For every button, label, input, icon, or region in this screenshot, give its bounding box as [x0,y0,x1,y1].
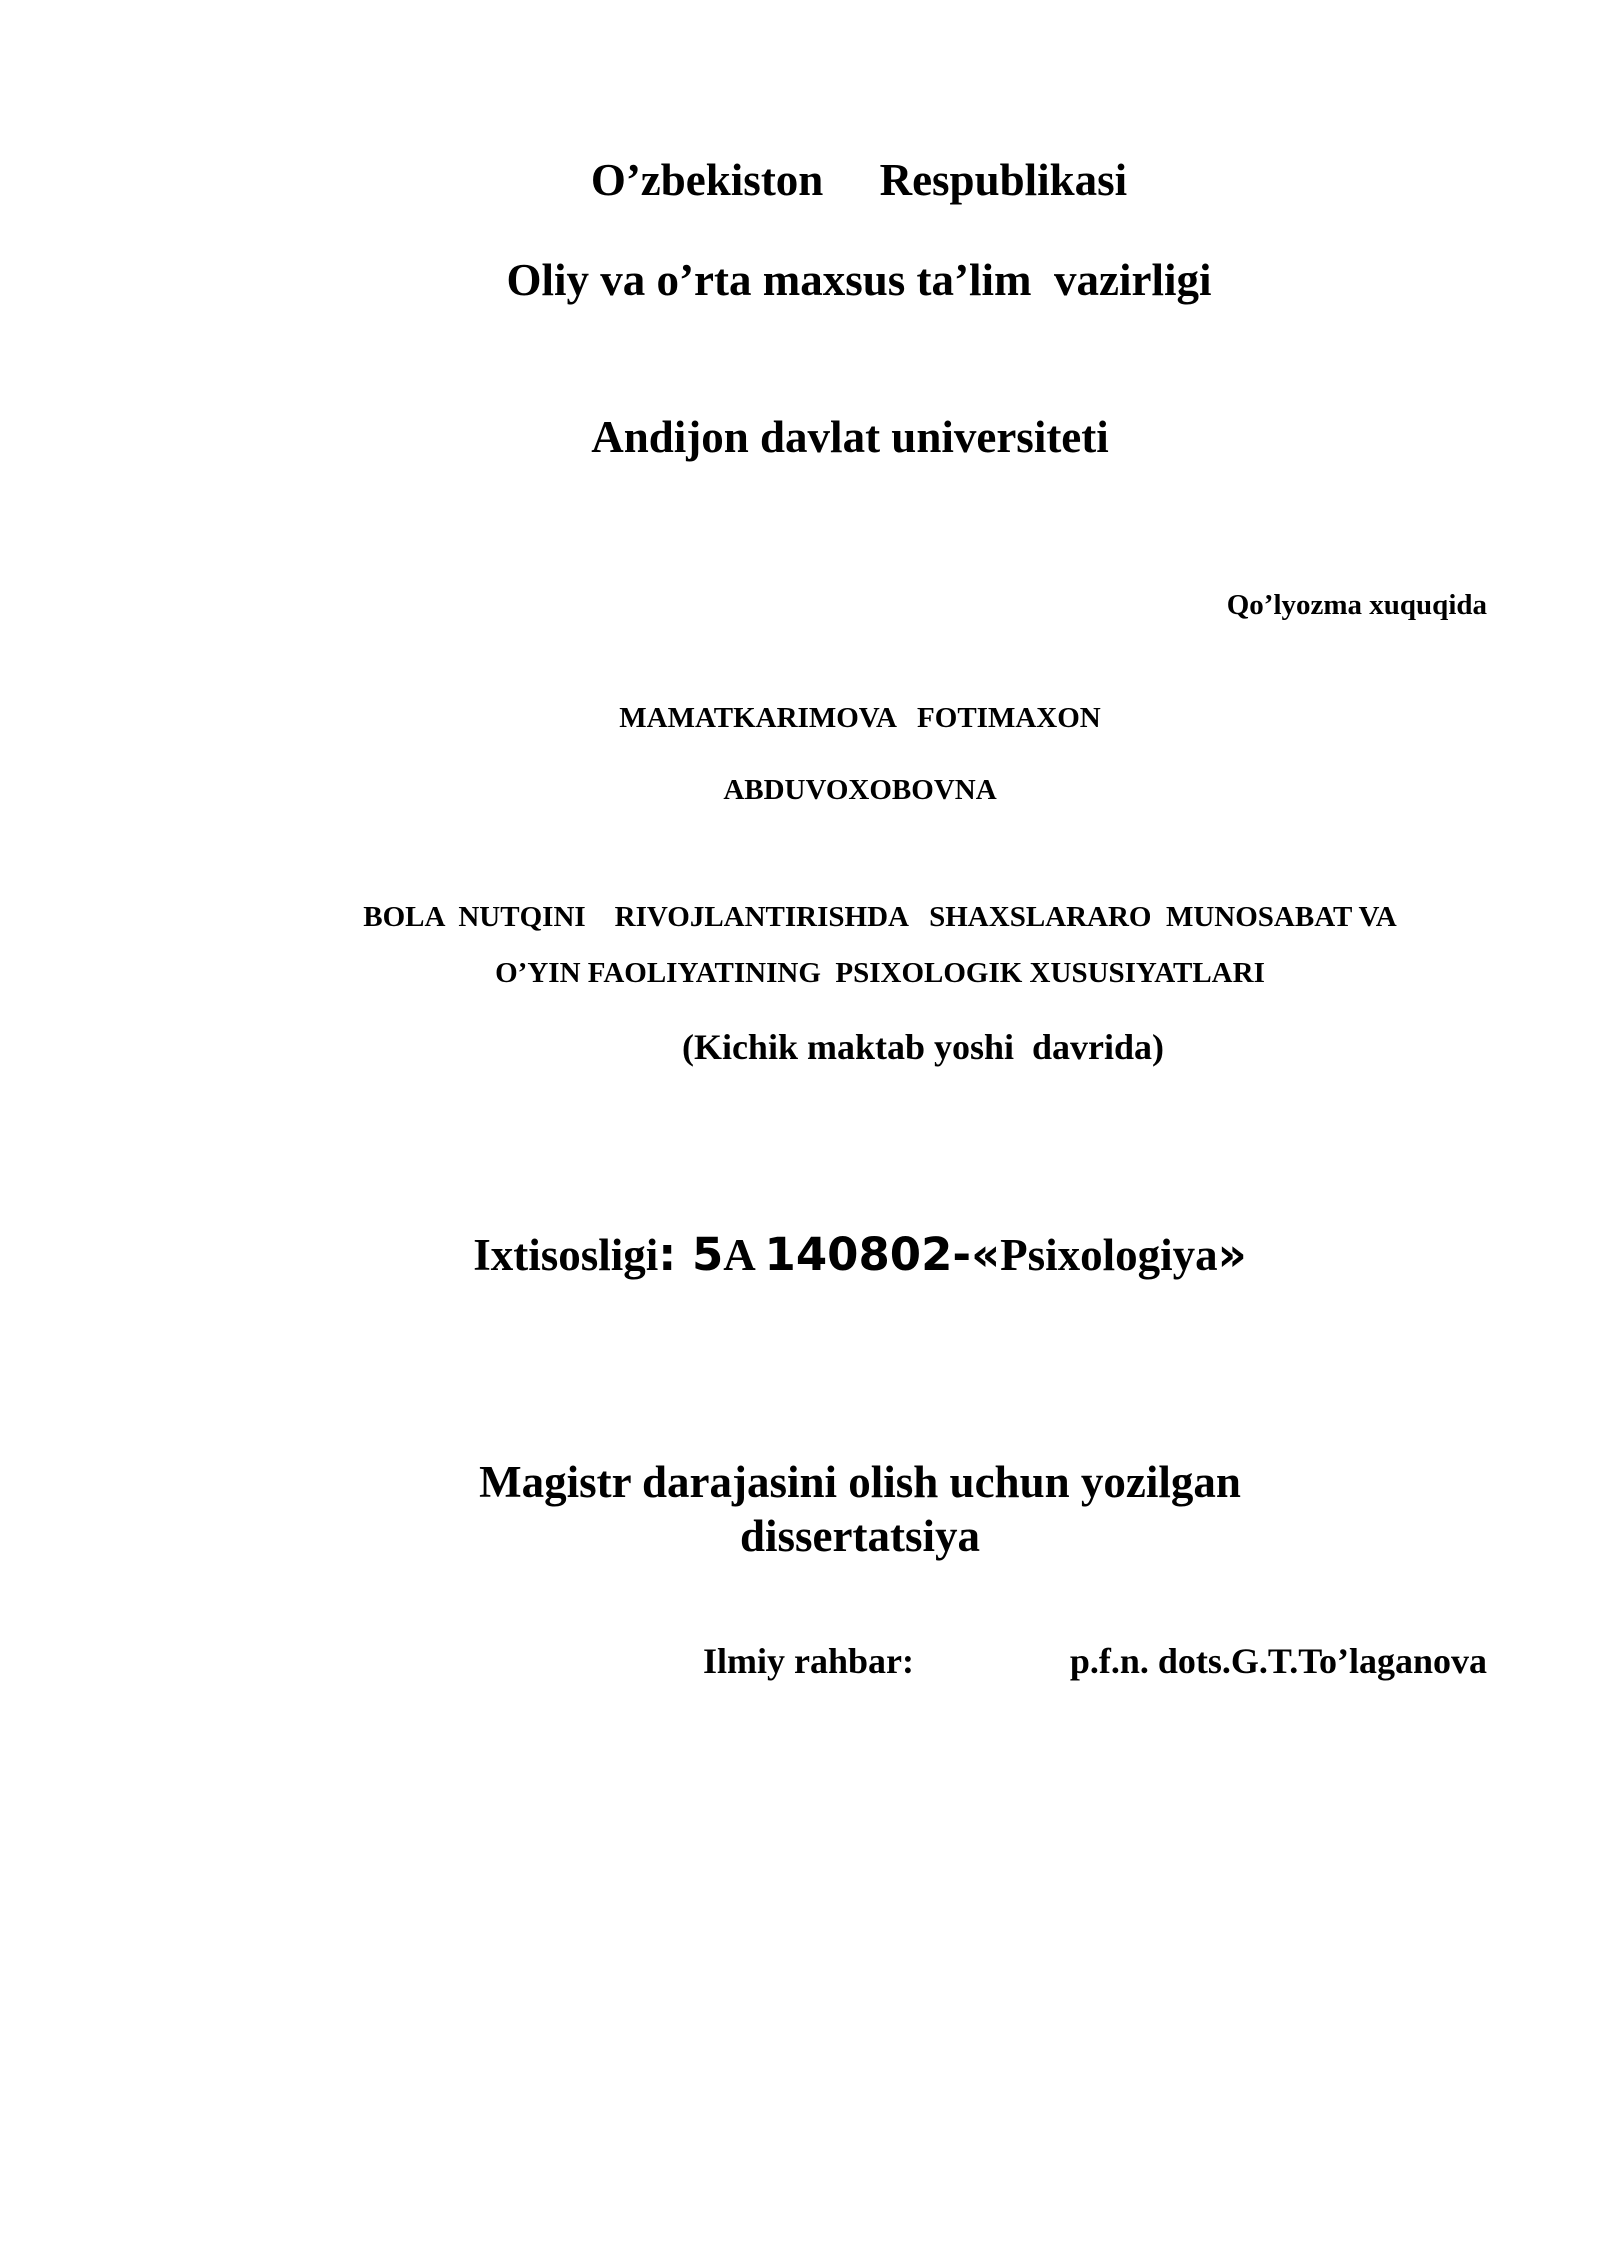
supervisor-name: p.f.n. dots.G.T.To’laganova [1069,1641,1487,1681]
thesis-title-line-2: O’YIN FAOLIYATINING PSIXOLOGIK XUSUSIYATLARI [495,957,1265,989]
degree-line-2: dissertatsiya [740,1511,980,1561]
specialty-name: Psixologiya [1000,1230,1218,1280]
supervisor-label: Ilmiy rahbar: [703,1641,914,1681]
university-heading: Andijon davlat universiteti [591,412,1109,462]
specialty-close-quote: » [1217,1228,1247,1281]
specialty-colon: : [658,1228,692,1281]
specialty-label: Ixtisosligi [473,1230,659,1280]
specialty-code-5: 5 [691,1228,724,1281]
author-name-line-2: ABDUVOXOBOVNA [723,774,997,806]
thesis-title-line-1: BOLA NUTQINI RIVOJLANTIRISHDA SHAXSLARARO MUNOSABAT VA [363,901,1397,933]
country-heading: O’zbekiston Respublikasi [590,155,1128,205]
specialty-code-number: 140802- [764,1228,972,1281]
manuscript-rights-note: Qo’lyozma xuquqida [1226,589,1487,621]
degree-line-1: Magistr darajasini olish uchun yozilgan [479,1457,1241,1507]
thesis-subtitle: (Kichik maktab yoshi davrida) [681,1027,1165,1067]
specialty-open-quote: « [971,1228,1001,1281]
author-name-line-1: MAMATKARIMOVA FOTIMAXON [619,702,1101,734]
specialty-line [0,1228,1600,1281]
ministry-heading: Oliy va o’rta maxsus ta’lim vazirligi [506,255,1212,305]
specialty-code-a: A [723,1230,765,1280]
